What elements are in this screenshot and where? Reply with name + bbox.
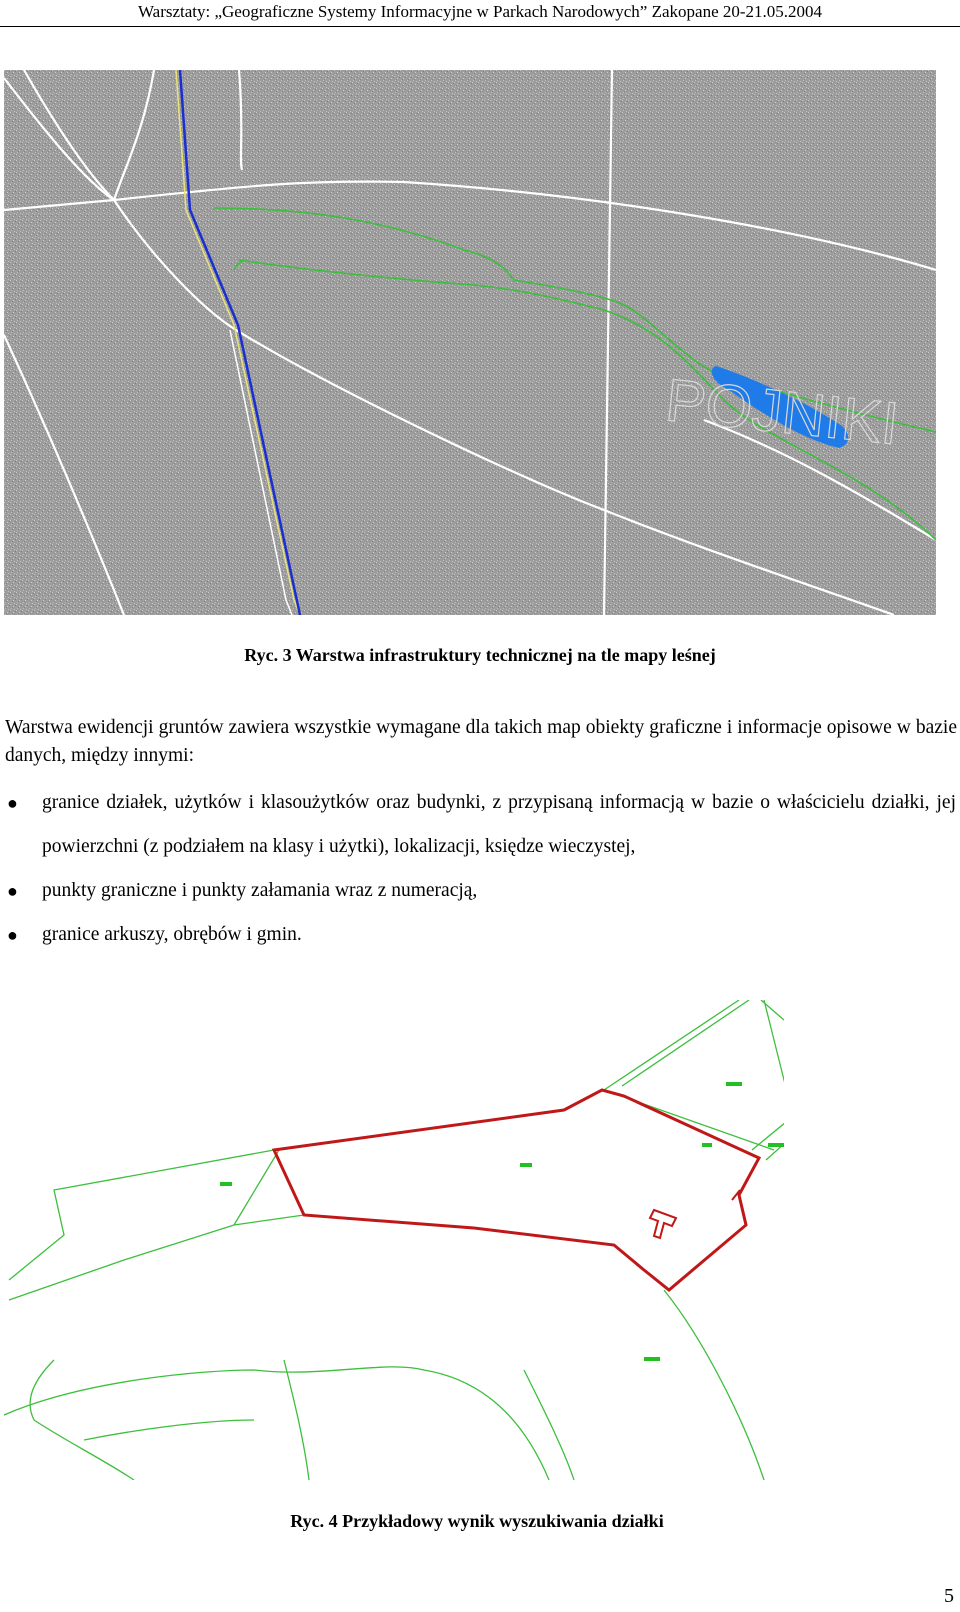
map-place-label: POJNIKI (662, 366, 902, 458)
intro-paragraph: Warstwa ewidencji gruntów zawiera wszystkie wymagane dla takich map obiekty graficzne i informacje opisowe w bazie danych, między innymi: (5, 716, 957, 766)
page-header: Warsztaty: „Geograficzne Systemy Informacyjne w Parkach Narodowych” Zakopane 20-21.05.2004 (0, 0, 960, 27)
map-background (4, 1000, 784, 1480)
list-item: ● granice arkuszy, obrębów i gmin. (0, 913, 960, 957)
bullet-icon: ● (7, 881, 18, 901)
list-item: ● punkty graniczne i punkty załamania wraz z numeracją, (0, 869, 960, 913)
parcel-map-figure (4, 1000, 784, 1480)
list-item: ● granice działek, użytków i klasoużytków oraz budynki, z przypisaną informacją w bazie o właścicielu działki, jej powierzchni (z podziałem na klasy i użytki), lokalizacji, księdze wieczystej, (0, 781, 960, 869)
feature-list (0, 781, 960, 957)
bullet-icon: ● (7, 925, 18, 945)
forest-map-figure (4, 70, 936, 615)
page-number: 5 (944, 1585, 954, 1607)
figure4-caption: Ryc. 4 Przykładowy wynik wyszukiwania działki (290, 1511, 664, 1531)
figure3-caption: Ryc. 3 Warstwa infrastruktury technicznej na tle mapy leśnej (244, 645, 716, 665)
map-background (4, 70, 936, 615)
bullet-icon: ● (7, 793, 18, 813)
